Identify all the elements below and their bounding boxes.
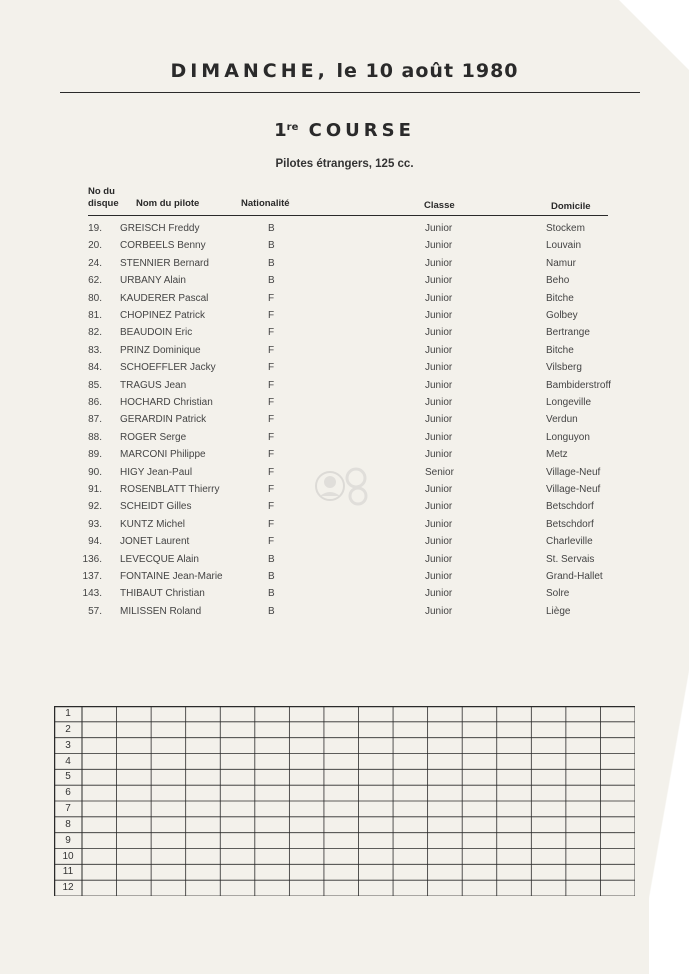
entry-number: 80. — [88, 292, 102, 304]
entry-domicile: Metz — [546, 449, 568, 461]
header-rule — [88, 215, 608, 216]
col-header-domicile: Domicile — [551, 201, 591, 212]
lap-number: 5 — [65, 771, 71, 783]
entry-nationality: B — [268, 571, 275, 582]
entry-class: Junior — [425, 362, 453, 374]
entry-row — [0, 570, 689, 587]
entry-domicile: Stockem — [546, 223, 585, 234]
entry-domicile: Longeville — [546, 397, 592, 408]
entry-pilot-name: URBANY Alain — [120, 275, 186, 287]
entry-number: 91. — [88, 484, 102, 495]
entry-pilot-name: KAUDERER Pascal — [120, 292, 209, 304]
entry-class: Junior — [425, 571, 453, 582]
title-date: le 10 août 1980 — [336, 60, 519, 82]
entry-pilot-name: STENNIER Bernard — [120, 257, 209, 269]
entry-nationality: B — [268, 605, 275, 617]
entry-domicile: Betschdorf — [546, 518, 594, 530]
entry-row — [0, 587, 689, 604]
entry-domicile: Bitche — [546, 292, 574, 304]
entry-number: 85. — [88, 379, 102, 391]
entry-domicile: Village-Neuf — [546, 466, 601, 478]
entry-number: 137. — [82, 571, 102, 582]
entry-row — [0, 309, 689, 326]
lap-number: 2 — [65, 723, 71, 735]
course-heading — [0, 120, 689, 141]
entry-class: Junior — [425, 257, 453, 269]
entry-nationality: F — [268, 310, 275, 321]
entry-number: 82. — [88, 327, 102, 339]
entry-nationality: F — [268, 344, 275, 356]
entry-row — [0, 257, 689, 274]
col-header-class: Classe — [424, 200, 455, 211]
entry-domicile: Longuyon — [546, 431, 590, 443]
entry-nationality: F — [268, 484, 275, 495]
lap-number: 8 — [65, 818, 71, 830]
entry-class: Junior — [425, 414, 453, 426]
entry-class: Junior — [425, 310, 453, 321]
entry-nationality: F — [268, 466, 275, 478]
entry-pilot-name: LEVECQUE Alain — [120, 553, 199, 565]
entry-domicile: Bertrange — [546, 327, 590, 339]
entry-class: Junior — [425, 518, 453, 530]
entry-pilot-name: GERARDIN Patrick — [120, 414, 207, 426]
entry-number: 57. — [88, 605, 102, 617]
entry-nationality: F — [268, 292, 275, 304]
entry-number: 86. — [88, 397, 102, 408]
entry-pilot-name: PRINZ Dominique — [120, 344, 201, 356]
entry-class: Junior — [425, 449, 453, 461]
entry-domicile: Liège — [546, 605, 571, 617]
lap-number: 3 — [65, 739, 71, 751]
lap-grid-lines — [54, 706, 635, 896]
lap-record-grid — [54, 706, 635, 896]
entry-number: 81. — [88, 310, 102, 321]
entry-nationality: F — [268, 536, 275, 548]
entry-number: 84. — [88, 362, 102, 374]
lap-number: 6 — [65, 787, 71, 799]
entry-nationality: B — [268, 588, 275, 600]
entry-nationality: F — [268, 397, 275, 408]
entry-domicile: Beho — [546, 275, 570, 287]
entry-class: Junior — [425, 327, 453, 339]
entry-domicile: Solre — [546, 588, 570, 600]
entry-pilot-name: MILISSEN Roland — [120, 605, 202, 617]
entry-pilot-name: SCHEIDT Gilles — [120, 501, 192, 513]
entry-domicile: Louvain — [546, 240, 582, 252]
entry-row — [0, 239, 689, 256]
entry-row — [0, 413, 689, 430]
entry-row — [0, 553, 689, 570]
entry-pilot-name: GREISCH Freddy — [120, 223, 200, 234]
entry-pilot-name: TRAGUS Jean — [120, 379, 187, 391]
entry-nationality: F — [268, 414, 275, 426]
entry-domicile: Betschdorf — [546, 501, 594, 513]
entry-nationality: B — [268, 240, 275, 252]
entry-domicile: St. Servais — [546, 553, 595, 565]
entry-domicile: Vilsberg — [546, 362, 582, 374]
entry-pilot-name: HOCHARD Christian — [120, 397, 213, 408]
entry-domicile: Golbey — [546, 310, 578, 321]
entry-number: 143. — [82, 588, 102, 600]
faded-stamp-image — [312, 462, 376, 510]
entry-number: 19. — [88, 223, 102, 234]
entry-class: Junior — [425, 553, 453, 565]
entry-nationality: F — [268, 518, 275, 530]
lap-number: 11 — [62, 866, 74, 878]
lap-number: 12 — [62, 882, 74, 894]
entry-row — [0, 274, 689, 291]
lap-number: 9 — [65, 834, 71, 846]
entry-nationality: F — [268, 379, 275, 391]
lap-number: 4 — [65, 755, 71, 767]
entry-pilot-name: CORBEELS Benny — [120, 240, 206, 252]
entry-number: 136. — [82, 553, 102, 565]
entry-pilot-name: ROGER Serge — [120, 431, 187, 443]
entry-number: 93. — [88, 518, 102, 530]
entry-class: Junior — [425, 223, 453, 234]
entry-nationality: B — [268, 553, 275, 565]
entry-class: Junior — [425, 588, 453, 600]
entry-row — [0, 431, 689, 448]
entry-row — [0, 361, 689, 378]
course-subtitle: Pilotes étrangers, 125 cc. — [275, 158, 414, 170]
entry-pilot-name: HIGY Jean-Paul — [120, 466, 193, 478]
entry-nationality: F — [268, 501, 275, 513]
entry-row — [0, 292, 689, 309]
col-header-nationality: Nationalité — [241, 198, 290, 209]
col-header-number-line1: No du — [88, 186, 115, 197]
entry-row — [0, 518, 689, 535]
title-day: DIMANCHE, — [170, 60, 329, 82]
entry-number: 87. — [88, 414, 102, 426]
entry-number: 83. — [88, 344, 102, 356]
entry-domicile: Namur — [546, 257, 577, 269]
entry-row — [0, 379, 689, 396]
entry-domicile: Charleville — [546, 536, 593, 548]
title-rule — [60, 92, 640, 93]
entry-number: 94. — [88, 536, 102, 548]
entry-class: Junior — [425, 344, 453, 356]
page-title — [0, 60, 689, 82]
entry-row — [0, 344, 689, 361]
entry-pilot-name: BEAUDOIN Eric — [120, 327, 193, 339]
entry-number: 24. — [88, 257, 102, 269]
entry-nationality: F — [268, 327, 275, 339]
entry-number: 20. — [88, 240, 102, 252]
entry-class: Junior — [425, 605, 453, 617]
lap-number: 1 — [65, 708, 71, 719]
course-word: COURSE — [308, 120, 415, 141]
entry-row — [0, 396, 689, 413]
entry-domicile: Verdun — [546, 414, 578, 426]
entry-nationality: F — [268, 449, 275, 461]
lap-number: 10 — [62, 850, 74, 862]
entry-nationality: B — [268, 223, 275, 234]
entry-class: Junior — [425, 240, 453, 252]
entry-domicile: Bitche — [546, 344, 574, 356]
lap-number: 7 — [65, 803, 71, 814]
entry-domicile: Village-Neuf — [546, 484, 601, 495]
entry-class: Junior — [425, 484, 453, 495]
col-header-name: Nom du pilote — [136, 198, 200, 209]
entry-row — [0, 605, 689, 622]
entry-class: Junior — [425, 379, 453, 391]
entry-class: Junior — [425, 397, 453, 408]
col-header-number-line2: disque — [88, 198, 119, 209]
entry-nationality: F — [268, 431, 275, 443]
entry-number: 92. — [88, 501, 102, 513]
entry-nationality: B — [268, 257, 275, 269]
entry-row — [0, 535, 689, 552]
entry-pilot-name: KUNTZ Michel — [120, 518, 186, 530]
entry-number: 90. — [88, 466, 102, 478]
entry-pilot-name: MARCONI Philippe — [120, 449, 206, 461]
entry-pilot-name: THIBAUT Christian — [120, 588, 205, 600]
entry-nationality: B — [268, 275, 275, 287]
course-ordinal: re — [286, 122, 299, 133]
entry-class: Junior — [425, 536, 453, 548]
entry-pilot-name: SCHOEFFLER Jacky — [120, 362, 216, 374]
entry-domicile: Bambiderstroff — [546, 379, 611, 391]
entry-pilot-name: FONTAINE Jean-Marie — [120, 571, 223, 582]
entry-domicile: Grand-Hallet — [546, 571, 603, 582]
entry-row — [0, 222, 689, 239]
entry-pilot-name: JONET Laurent — [120, 536, 190, 548]
course-number: 1 — [274, 120, 287, 141]
entry-row — [0, 326, 689, 343]
entry-class: Junior — [425, 501, 453, 513]
entry-class: Junior — [425, 275, 453, 287]
entry-pilot-name: ROSENBLATT Thierry — [120, 484, 220, 495]
entry-number: 88. — [88, 431, 102, 443]
entry-class: Junior — [425, 431, 453, 443]
entry-nationality: F — [268, 362, 275, 374]
entry-class: Junior — [425, 292, 453, 304]
entry-class: Senior — [425, 466, 454, 478]
entry-pilot-name: CHOPINEZ Patrick — [120, 310, 206, 321]
entry-number: 89. — [88, 449, 102, 461]
entry-number: 62. — [88, 275, 102, 287]
col-header-number — [88, 186, 119, 210]
